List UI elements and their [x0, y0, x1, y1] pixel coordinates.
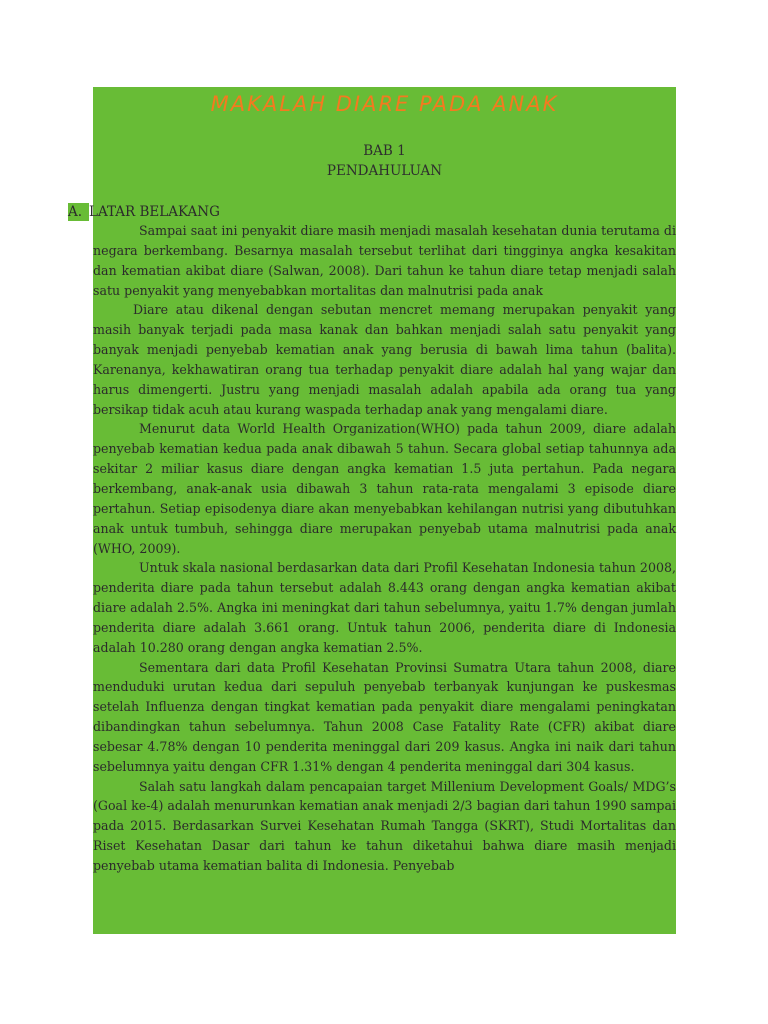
- section-heading: [68, 203, 220, 221]
- paragraph: Sementara dari data Profil Kesehatan Provinsi Sumatra Utara tahun 2008, diare menduduki urutan kedua dari sepuluh penyebab terbanyak kunjungan ke puskesmas setelah Influenza dengan tingkat kematian pada penyakit diare mengalami peningkatan dibandingkan tahun sebelumnya. Tahun 2008 Case Fatality Rate (CFR) akibat diare sebesar 4.78% dengan 10 penderita meninggal dari 209 kasus. Angka ini naik dari tahun sebelumnya yaitu dengan CFR 1.31% dengan 4 penderita meninggal dari 304 kasus.: [93, 659, 676, 774]
- paragraph: Untuk skala nasional berdasarkan data dari Profil Kesehatan Indonesia tahun 2008, penderita diare pada tahun tersebut adalah 8.443 orang dengan angka kematian akibat diare adalah 2.5%. Angka ini meningkat dari tahun sebelumnya, yaitu 1.7% dengan jumlah penderita diare adalah 3.661 orang. Untuk tahun 2006, penderita diare di Indonesia adalah 10.280 orang dengan angka kematian 2.5%.: [93, 560, 676, 655]
- document-title: MAKALAH DIARE PADA ANAK: [210, 92, 559, 116]
- chapter-number: BAB 1: [363, 143, 406, 159]
- chapter-title: PENDAHULUAN: [326, 163, 443, 179]
- paragraph: Salah satu langkah dalam pencapaian target Millenium Development Goals/ MDG’s (Goal ke-4) adalah menurunkan kematian anak menjadi 2/3 bagian dari tahun 1990 sampai pada 2015. Berdasarkan Survei Kesehatan Rumah Tangga (SKRT), Studi Mortalitas dan Riset Kesehatan Dasar dari tahun ke tahun diketahui bahwa diare masih menjadi penyebab utama kematian balita di Indonesia. Penyebab: [93, 778, 676, 873]
- paragraph: Sampai saat ini penyakit diare masih menjadi masalah kesehatan dunia terutama di negara berkembang. Besarnya masalah tersebut terlihat dari tingginya angka kesakitan dan kematian akibat diare (Salwan, 2008). Dari tahun ke tahun diare tetap menjadi salah satu penyakit yang menyebabkan mortalitas dan malnutrisi pada anak: [93, 223, 676, 298]
- document-body: [93, 221, 676, 876]
- section-letter: A.: [68, 203, 89, 221]
- paragraph: Menurut data World Health Organization(WHO) pada tahun 2009, diare adalah penyebab kematian kedua pada anak dibawah 5 tahun. Secara global setiap tahunnya ada sekitar 2 miliar kasus diare dengan angka kematian 1.5 juta pertahun. Pada negara berkembang, anak-anak usia dibawah 3 tahun rata-rata mengalami 3 episode diare pertahun. Setiap episodenya diare akan menyebabkan kehilangan nutrisi yang dibutuhkan anak untuk tumbuh, sehingga diare merupakan penyebab utama malnutrisi pada anak (WHO, 2009).: [93, 421, 676, 556]
- paragraph: Diare atau dikenal dengan sebutan mencret memang merupakan penyakit yang masih banyak terjadi pada masa kanak dan bahkan menjadi salah satu penyakit yang banyak menjadi penyebab kematian anak yang berusia di bawah lima tahun (balita). Karenanya, kekhawatiran orang tua terhadap penyakit diare adalah hal yang wajar dan harus dimengerti. Justru yang menjadi masalah adalah apabila ada orang tua yang bersikap tidak acuh atau kurang waspada terhadap anak yang mengalami diare.: [93, 302, 676, 417]
- section-heading-text: LATAR BELAKANG: [89, 204, 220, 220]
